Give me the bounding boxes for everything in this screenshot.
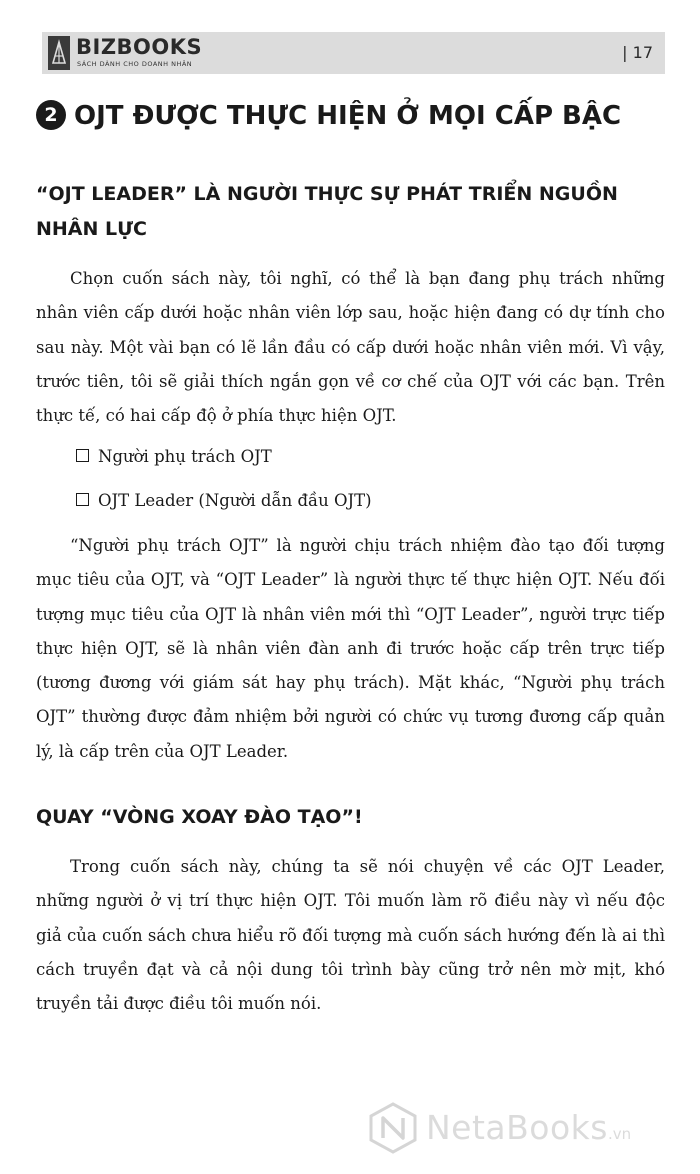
paragraph-audience: Trong cuốn sách này, chúng ta sẽ nói chuyện về các OJT Leader, những người ở vị trí thực hiện OJT. Tôi muốn làm rõ điều này vì nếu độc giả của cuốn sách chưa hiểu rõ đối tượng mà cuốn sách hướng đến là ai thì cách truyền đạt và cả nội dung tôi trình bày cũng trở nên mờ mịt, khó truyền tải được điều tôi muốn nói. <box>36 857 665 1014</box>
netabooks-watermark <box>368 1098 688 1158</box>
list-item <box>76 445 272 469</box>
paragraph-intro: Chọn cuốn sách này, tôi nghĩ, có thể là bạn đang phụ trách những nhân viên cấp dưới hoặc nhân viên lớp sau, hoặc hiện đang có dự tính cho sau này. Một vài bạn có lẽ lần đầu có cấp dưới hoặc nhân viên mới. Vì vậy, trước tiên, tôi sẽ giải thích ngắn gọn về cơ chế của OJT với các bạn. Trên thực tế, có hai cấp độ ở phía thực hiện OJT. <box>36 269 665 426</box>
paragraph-roles: “Người phụ trách OJT” là người chịu trách nhiệm đào tạo đối tượng mục tiêu của OJT, và “OJT Leader” là người thực tế thực hiện OJT. Nếu đối tượng mục tiêu của OJT là nhân viên mới thì “OJT Leader”, người trực tiếp thực hiện OJT, sẽ là nhân viên đàn anh đi trước hoặc cấp trên trực tiếp (tương đương với giám sát hay phụ trách). Mặt khác, “Người phụ trách OJT” thường được đảm nhiệm bởi người có chức vụ tương đương cấp quản lý, là cấp trên của OJT Leader. <box>36 536 665 761</box>
bizbooks-logo-icon <box>48 36 70 70</box>
section-title-text: OJT ĐƯỢC THỰC HIỆN Ở MỌI CẤP BẬC <box>74 101 622 131</box>
watermark-text: NetaBooks.vn <box>426 1108 632 1147</box>
brand-tagline: SÁCH DÀNH CHO DOANH NHÂN <box>77 60 193 68</box>
list-item-label: OJT Leader (Người dẫn đầu OJT) <box>98 491 372 510</box>
netabooks-logo-icon <box>368 1102 418 1154</box>
page-header <box>42 32 665 74</box>
page-number: | 17 <box>622 43 653 62</box>
checkbox-icon <box>76 493 89 506</box>
subheading-ojt-leader: “OJT LEADER” LÀ NGƯỜI THỰC SỰ PHÁT TRIỂN NGUỒN NHÂN LỰC <box>36 183 618 240</box>
list-item-label: Người phụ trách OJT <box>98 447 272 466</box>
section-number-badge: 2 <box>36 100 66 130</box>
section-title <box>36 100 676 131</box>
list-item <box>76 489 372 513</box>
checkbox-icon <box>76 449 89 462</box>
brand-name: BIZBOOKS <box>76 35 203 59</box>
subheading-training-cycle: QUAY “VÒNG XOAY ĐÀO TẠO”! <box>36 806 363 828</box>
